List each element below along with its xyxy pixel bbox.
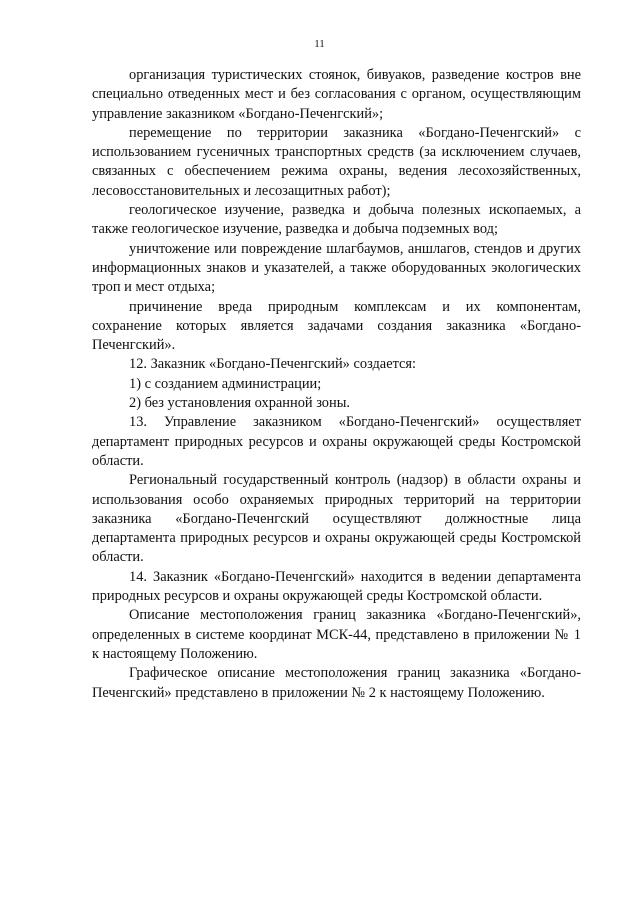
paragraph-item-12-2: 2) без установления охранной зоны.	[129, 395, 350, 412]
document-body	[92, 66, 581, 703]
paragraph-item-13: 13. Управление заказником «Богдано-Печенгский» осуществляет департамент природных ресурсов и охраны окружающей среды Костромской области.	[92, 414, 581, 469]
paragraph-item-12-1: 1) с созданием администрации;	[129, 375, 322, 392]
paragraph-boundary-description: Описание местоположения границ заказника «Богдано-Печенгский», определенных в системе координат МСК-44, представлено в приложении № 1 к настоящему Положению.	[92, 607, 581, 662]
paragraph-harm-nature: причинение вреда природным комплексам и их компонентам, сохранение которых является задачами создания заказника «Богдано-Печенгский».	[92, 298, 581, 354]
paragraph-geological-study: геологическое изучение, разведка и добыча полезных ископаемых, а также геологическое изучение, разведка и добыча подземных вод;	[92, 202, 581, 238]
page-number: 11	[314, 38, 325, 50]
paragraph-item-14: 14. Заказник «Богдано-Печенгский» находится в ведении департамента природных ресурсов и охраны окружающей среды Костромской области.	[92, 568, 581, 605]
paragraph-item-12: 12. Заказник «Богдано-Печенгский» создается:	[129, 356, 417, 373]
paragraph-tourist-camps: организация туристических стоянок, бивуаков, разведение костров вне специально отведенных мест и без согласования с органом, осуществляющим управление заказником «Богдано-Печенгский»;	[92, 67, 581, 122]
paragraph-state-control: Региональный государственный контроль (надзор) в области охраны и использования особо охраняемых природных территорий на территории заказника «Богдано-Печенгский осуществляют должностные лица департамента природных ресурсов и охраны окружающей среды Костромской области.	[92, 472, 581, 566]
paragraph-graphic-description: Графическое описание местоположения границ заказника «Богдано-Печенгский» представлено в приложении № 2 к настоящему Положению.	[92, 665, 581, 701]
paragraph-destruction-signs: уничтожение или повреждение шлагбаумов, аншлагов, стендов и других информационных знаков и указателей, а также оборудованных экологических троп и мест отдыха;	[92, 240, 581, 296]
paragraph-tracked-vehicles: перемещение по территории заказника «Богдано-Печенгский» с использованием гусеничных транспортных средств (за исключением случаев, связанных с обеспечением режима охраны, ведения лесохозяйственных, лесовосстановительных и лесозащитных работ);	[92, 124, 581, 199]
